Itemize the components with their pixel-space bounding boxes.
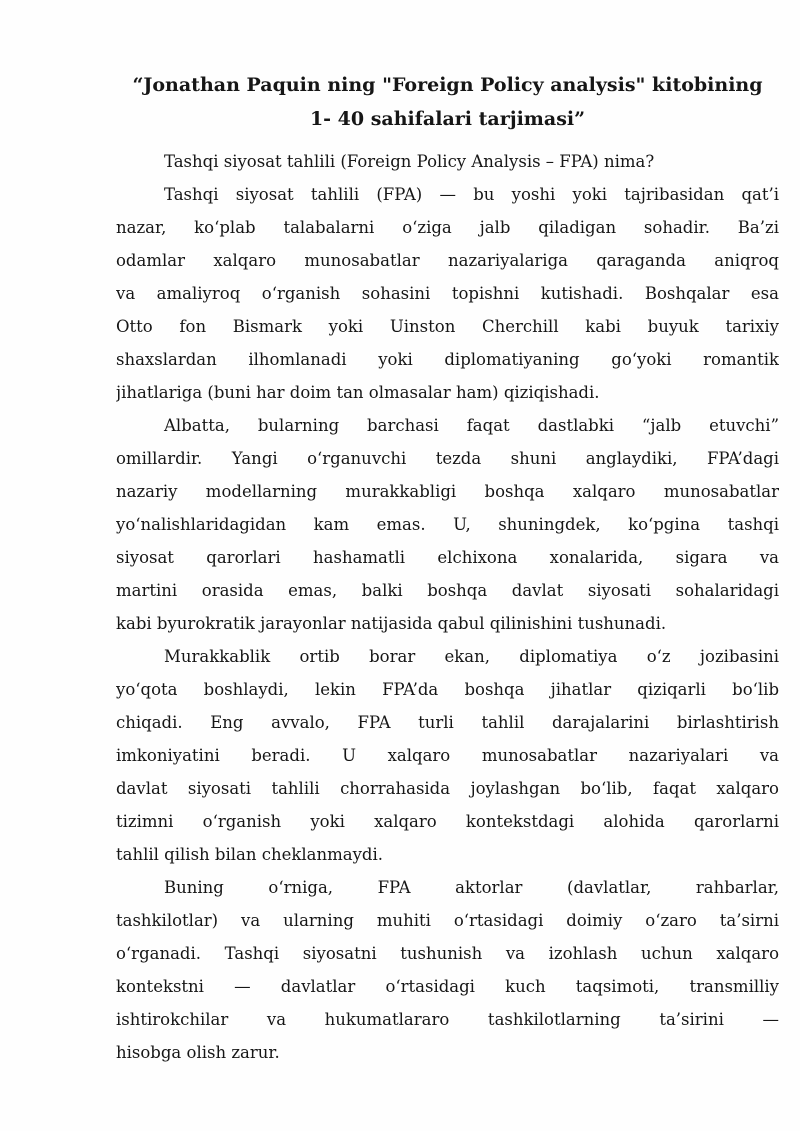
text-line: davlat siyosati tahlili chorrahasida joylashgan boʻlib, faqat xalqaro (116, 779, 779, 798)
paragraph-4 (116, 871, 779, 1069)
text-line: martini orasida emas, balki boshqa davlat siyosati sohalaridagi (116, 581, 779, 600)
text-line: kabi byurokratik jarayonlar natijasida qabul qilinishini tushunadi. (116, 614, 667, 633)
text-line: va amaliyroq oʻrganish sohasini topishni kutishadi. Boshqalar esa (116, 284, 779, 303)
text-line: Tashqi siyosat tahlili (FPA) — bu yoshi yoki tajribasidan qat’i (164, 185, 779, 204)
text-line: tashkilotlar) va ularning muhiti oʻrtasidagi doimiy oʻzaro ta’sirni (116, 911, 779, 930)
document-title (116, 68, 779, 136)
text-line: hisobga olish zarur. (116, 1043, 280, 1062)
text-line: kontekstni — davlatlar oʻrtasidagi kuch taqsimoti, transmilliy (116, 977, 779, 996)
text-line: nazariy modellarning murakkabligi boshqa xalqaro munosabatlar (116, 482, 779, 501)
paragraph-question (116, 145, 779, 178)
text-line: jihatlariga (buni har doim tan olmasalar ham) qiziqishadi. (116, 383, 600, 402)
paragraph-3 (116, 640, 779, 871)
text-line: tizimni oʻrganish yoki xalqaro kontekstdagi alohida qarorlarni (116, 812, 779, 831)
title-line-2: 1- 40 sahifalari tarjimasi” (309, 108, 586, 130)
text-line: yoʻnalishlaridagidan kam emas. U, shuningdek, koʻpgina tashqi (116, 515, 779, 534)
text-line: nazar, koʻplab talabalarni oʻziga jalb qiladigan sohadir. Ba’zi (116, 218, 779, 237)
text-line: siyosat qarorlari hashamatli elchixona xonalarida, sigara va (116, 548, 779, 567)
text-line: Tashqi siyosat tahlili (Foreign Policy Analysis – FPA) nima? (164, 152, 655, 171)
text-line: Albatta, bularning barchasi faqat dastlabki “jalb etuvchi” (164, 416, 779, 435)
text-line: tahlil qilish bilan cheklanmaydi. (116, 845, 383, 864)
text-line: chiqadi. Eng avvalo, FPA turli tahlil darajalarini birlashtirish (116, 713, 779, 732)
text-line: omillardir. Yangi oʻrganuvchi tezda shuni anglaydiki, FPA’dagi (116, 449, 779, 468)
title-line-1: “Jonathan Paquin ning "Foreign Policy analysis" kitobining (132, 74, 763, 96)
text-line: imkoniyatini beradi. U xalqaro munosabatlar nazariyalari va (116, 746, 779, 765)
text-line: yoʻqota boshlaydi, lekin FPA’da boshqa jihatlar qiziqarli boʻlib (116, 680, 779, 699)
text-line: Buning oʻrniga, FPA aktorlar (davlatlar, rahbarlar, (164, 878, 779, 897)
text-line: Murakkablik ortib borar ekan, diplomatiya oʻz jozibasini (164, 647, 779, 666)
text-line: odamlar xalqaro munosabatlar nazariyalariga qaraganda aniqroq (116, 251, 779, 270)
paragraph-2 (116, 409, 779, 640)
text-line: oʻrganadi. Tashqi siyosatni tushunish va izohlash uchun xalqaro (116, 944, 779, 963)
text-line: Otto fon Bismark yoki Uinston Cherchill kabi buyuk tarixiy (116, 317, 779, 336)
text-line: shaxslardan ilhomlanadi yoki diplomatiyaning goʻyoki romantik (116, 350, 779, 369)
paragraph-1 (116, 178, 779, 409)
text-line: ishtirokchilar va hukumatlararo tashkilotlarning ta’sirini — (116, 1010, 779, 1029)
